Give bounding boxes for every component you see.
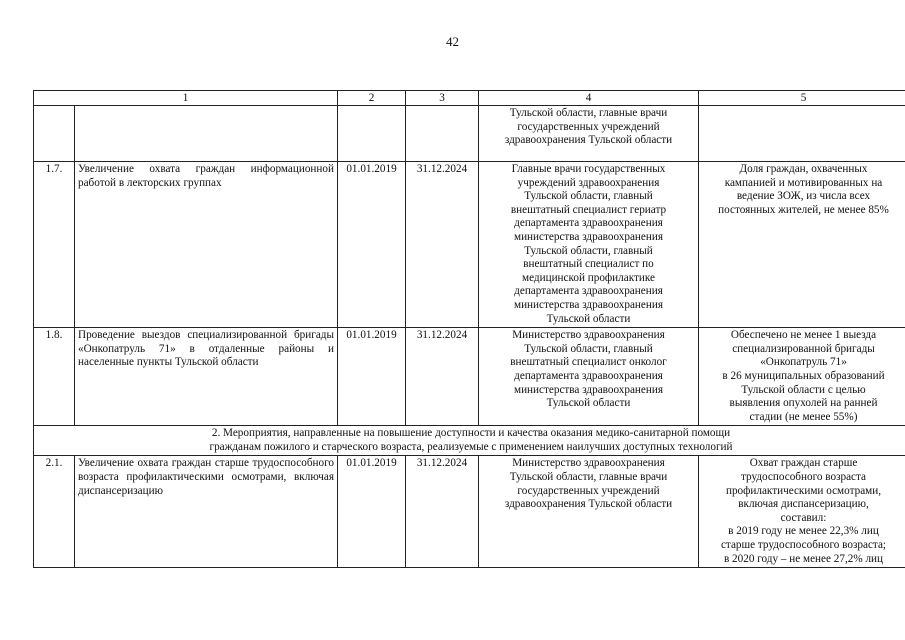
cell-num: 1.8. [34, 328, 75, 426]
cell-end [406, 106, 479, 162]
cell-num: 1.7. [34, 162, 75, 328]
cell-result [699, 106, 905, 162]
header-col-4: 4 [479, 91, 699, 106]
cell-responsible: Главные врачи государственных учреждений здравоохранения Тульской области, главный внештатный специалист гериатр департамента здравоохранения министерства здравоохранения Тульской области, главный внештатный специалист по медицинской профилактике департамента здравоохранения министерства здравоохранения Тульской области [479, 162, 699, 328]
cell-start: 01.01.2019 [338, 328, 406, 426]
activities-table [33, 90, 905, 568]
cell-responsible: Министерство здравоохранения Тульской области, главный внештатный специалист онколог департамента здравоохранения министерства здравоохранения Тульской области [479, 328, 699, 426]
cell-num [34, 106, 75, 162]
cell-title [75, 106, 338, 162]
header-col-3: 3 [406, 91, 479, 106]
cell-end: 31.12.2024 [406, 328, 479, 426]
cell-num: 2.1. [34, 456, 75, 568]
table-row [34, 456, 905, 568]
cell-responsible: Министерство здравоохранения Тульской области, главные врачи государственных учреждений здравоохранения Тульской области [479, 456, 699, 568]
cell-start [338, 106, 406, 162]
table-row-continuation [34, 106, 905, 162]
cell-title: Проведение выездов специализированной бригады «Онкопатруль 71» в отдаленные районы и населенные пункты Тульской области [75, 328, 338, 426]
cell-responsible: Тульской области, главные врачи государственных учреждений здравоохранения Тульской области [479, 106, 699, 162]
cell-result: Охват граждан старше трудоспособного возраста профилактическими осмотрами, включая диспансеризацию, составил: в 2019 году не менее 22,3% лиц старше трудоспособного возраста; в 2020 году – не менее 27,2% лиц [699, 456, 905, 568]
cell-end: 31.12.2024 [406, 456, 479, 568]
section-heading: 2. Мероприятия, направленные на повышение доступности и качества оказания медико-санитарной помощи гражданам пожилого и старческого возраста, реализуемые с применением наилучших доступных технологий [34, 426, 905, 456]
table-row [34, 328, 905, 426]
table-row [34, 162, 905, 328]
table-header-row [34, 91, 905, 106]
header-col-1: 1 [34, 91, 338, 106]
cell-title: Увеличение охвата граждан старше трудоспособного возраста профилактическими осмотрами, включая диспансеризацию [75, 456, 338, 568]
cell-start: 01.01.2019 [338, 162, 406, 328]
cell-start: 01.01.2019 [338, 456, 406, 568]
cell-result: Обеспечено не менее 1 выезда специализированной бригады «Онкопатруль 71» в 26 муниципальных образований Тульской области с целью выявления опухолей на ранней стадии (не менее 55%) [699, 328, 905, 426]
section-heading-row [34, 426, 905, 456]
cell-result: Доля граждан, охваченных кампанией и мотивированных на ведение ЗОЖ, из числа всех постоянных жителей, не менее 85% [699, 162, 905, 328]
header-col-2: 2 [338, 91, 406, 106]
header-col-5: 5 [699, 91, 905, 106]
cell-end: 31.12.2024 [406, 162, 479, 328]
page-number: 42 [446, 34, 459, 49]
cell-title: Увеличение охвата граждан информационной работой в лекторских группах [75, 162, 338, 328]
